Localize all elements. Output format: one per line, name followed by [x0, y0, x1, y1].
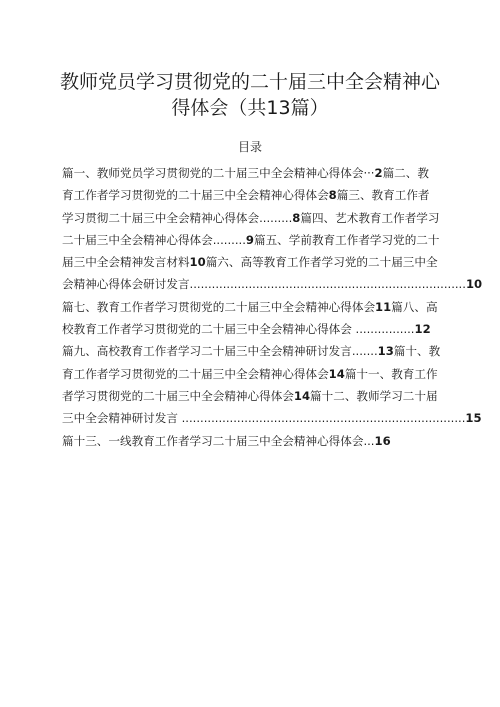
toc-entry-text: 篇二、教	[382, 166, 429, 180]
toc-entry-text: 篇九、高校教育工作者学习二十届三中全会精神研讨发言.......	[62, 344, 378, 359]
toc-entry-text: 篇十三、一线教育工作者学习二十届三中全会精神心得体会...	[62, 433, 375, 448]
toc-page-number: 8	[328, 188, 337, 203]
toc-line	[62, 275, 483, 297]
toc-entry-text: 者学习贯彻党的二十届三中全会精神心得体会	[62, 388, 294, 403]
toc-line	[62, 409, 482, 431]
toc-page-number: 11	[375, 299, 392, 314]
toc-entry-text: 篇十一、教育工作	[344, 366, 438, 381]
toc-page-number: 12	[414, 322, 431, 337]
toc-page-number: 10	[189, 255, 206, 270]
toc-line	[62, 186, 462, 208]
toc-page-number: 9	[245, 232, 254, 247]
toc-entry-text: 篇十二、教师学习二十届	[310, 388, 438, 403]
toc-page-number: 14	[328, 366, 345, 381]
toc-entry-text: 届三中全会精神发言材料	[62, 255, 190, 270]
toc-entry-text: 三中全会精神研讨发言 .............................................................................	[62, 411, 466, 426]
document-title-line-2: 得体会（共13篇）	[171, 97, 329, 119]
toc-page-number: 15	[465, 411, 482, 426]
toc-line	[62, 342, 462, 364]
toc-page-number: 16	[374, 433, 391, 448]
toc-entry-text: 篇八、高	[391, 299, 438, 314]
toc-entry-text: 二十届三中全会精神心得体会.........	[62, 232, 246, 247]
table-of-contents	[62, 164, 483, 454]
toc-page-number: 10	[465, 277, 483, 292]
toc-entry-text: 会精神心得体会研讨发言...........................................................................	[62, 277, 466, 292]
toc-page-number: 13	[377, 344, 394, 359]
toc-line	[62, 320, 462, 342]
toc-entry-text: 篇五、学前教育工作者学习党的二十	[253, 232, 440, 247]
toc-page-number: 14	[293, 388, 311, 403]
toc-entry-text: 篇一、教师党员学习贯彻党的二十届三中全会精神心得体会···	[62, 166, 375, 180]
toc-heading: 目录	[237, 140, 262, 154]
toc-page-number: 2	[374, 166, 383, 180]
toc-line	[62, 231, 462, 253]
toc-entry-text: 校教育工作者学习贯彻党的二十届三中全会精神心得体会 ................	[62, 322, 415, 337]
toc-line	[62, 164, 462, 186]
toc-entry-text: 育工作者学习贯彻党的二十届三中全会精神心得体会	[62, 188, 329, 203]
toc-page-number: 8	[292, 210, 301, 225]
toc-line	[62, 387, 462, 409]
toc-line	[62, 209, 462, 231]
toc-line	[62, 365, 462, 387]
toc-line	[62, 432, 462, 454]
toc-line	[62, 253, 462, 275]
toc-line	[62, 298, 462, 320]
toc-entry-text: 篇十、教	[393, 344, 441, 359]
toc-entry-text: 篇四、艺术教育工作者学习	[300, 210, 440, 225]
toc-entry-text: 育工作者学习贯彻党的二十届三中全会精神心得体会	[62, 366, 329, 381]
toc-entry-text: 篇七、教育工作者学习贯彻党的二十届三中全会精神心得体会	[62, 299, 376, 314]
document-title-line-1: 教师党员学习贯彻党的二十届三中全会精神心	[59, 71, 440, 93]
toc-entry-text: 篇六、高等教育工作者学习党的二十届三中全	[205, 255, 438, 270]
toc-entry-text: 学习贯彻二十届三中全会精神心得体会.........	[62, 210, 293, 225]
toc-entry-text: 篇三、教育工作者	[336, 188, 430, 203]
